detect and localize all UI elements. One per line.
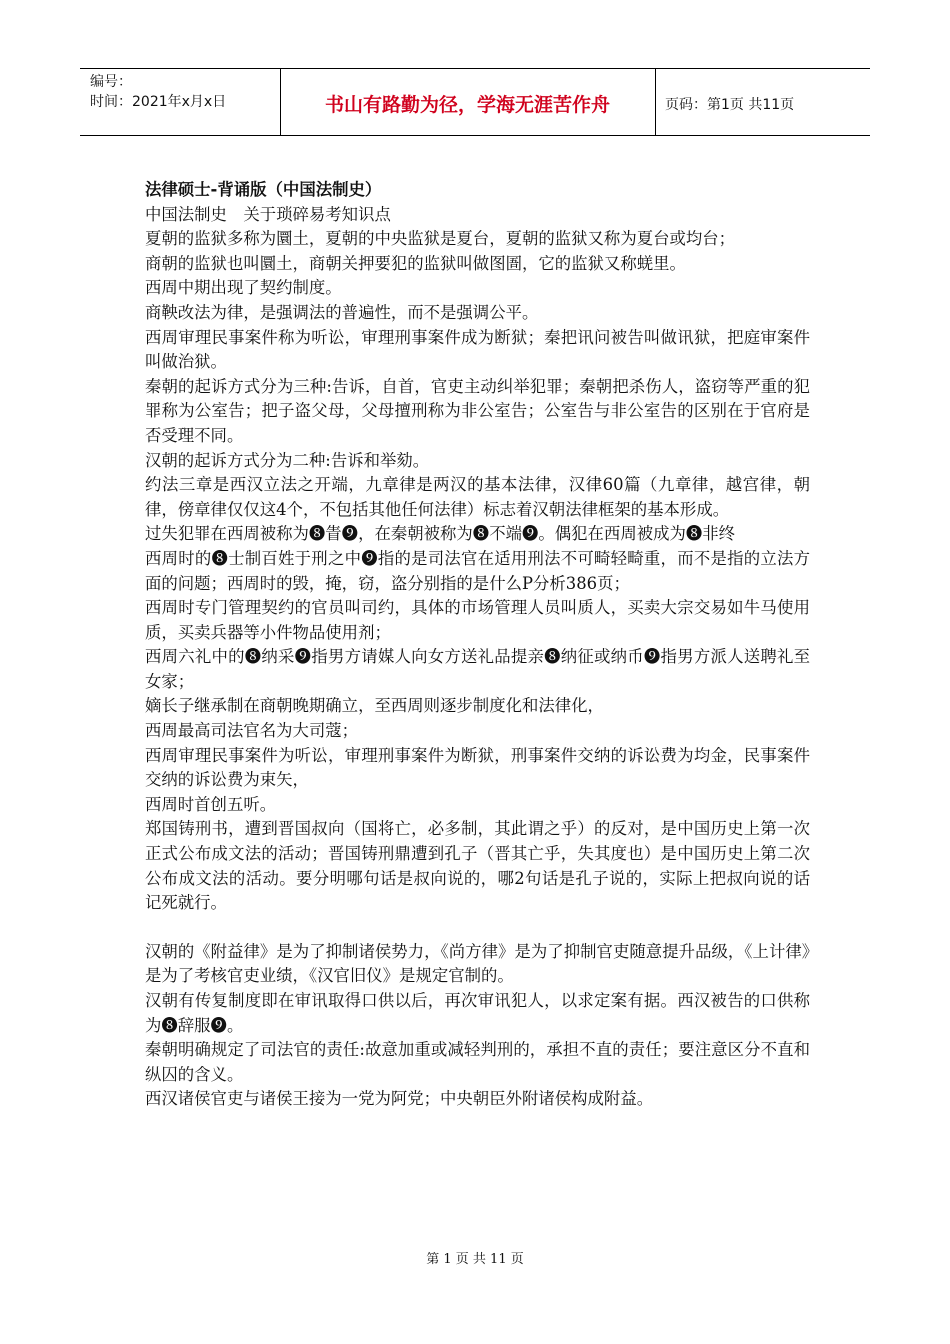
- paragraph: 郑国铸刑书，遭到晋国叔向（国将亡，必多制，其此谓之乎）的反对，是中国历史上第一次正式公布成文法的活动；晋国铸刑鼎遭到孔子（晋其亡乎，失其度也）是中国历史上第二次公布成文法的活动。要分明哪句话是叔向说的，哪2句话是孔子说的，实际上把叔向说的话记死就行。: [145, 819, 810, 913]
- paragraph: 西周时首创五听。: [145, 794, 277, 814]
- paragraph: 西周审理民事案件为听讼，审理刑事案件为断狱，刑事案件交纳的诉讼费为均金，民事案件交纳的诉讼费为束矢，: [145, 745, 810, 790]
- paragraph: 商朝的监狱也叫圜土，商朝关押要犯的监狱叫做图圄，它的监狱又称蜣里。: [145, 253, 686, 273]
- paragraph-group-1: [145, 203, 810, 916]
- paragraph: 秦朝的起诉方式分为三种:告诉，自首，官吏主动纠举犯罪；秦朝把杀伤人，盗窃等严重的犯罪称为公室告；把子盗父母，父母擅刑称为非公室告；公室告与非公室告的区别在于官府是否受理不同。: [145, 376, 810, 445]
- header-page-info: 页码：第1页 共11页: [665, 97, 795, 113]
- header-top-rule: [80, 68, 870, 69]
- paragraph: 西周时的❽士制百姓于刑之中❾指的是司法官在适用刑法不可畸轻畸重，而不是指的立法方面的问题；西周时的毁，掩，窃，盗分别指的是什么P分析386页；: [145, 548, 810, 593]
- paragraph: 汉朝的《附益律》是为了抑制诸侯势力，《尚方律》是为了抑制官吏随意提升品级，《上计律》是为了考核官吏业绩，《汉官旧仪》是规定官制的。: [145, 941, 810, 986]
- header-motto: 书山有路勤为径，学海无涯苦作舟: [324, 94, 610, 116]
- paragraph: 商鞅改法为律，是强调法的普遍性，而不是强调公平。: [145, 302, 539, 322]
- paragraph: 过失犯罪在西周被称为❽眚❾，在秦朝被称为❽不端❾。偶犯在西周被成为❽非终: [145, 524, 736, 544]
- paragraph: 秦朝明确规定了司法官的责任:故意加重或减轻判刑的，承担不直的责任；要注意区分不直和纵囚的含义。: [145, 1040, 810, 1084]
- paragraph: 西周最高司法官名为大司蔻；: [145, 721, 359, 741]
- paragraph: 西周审理民事案件称为听讼，审理刑事案件成为断狱；秦把讯问被告叫做讯狱，把庭审案件叫做治狱。: [145, 327, 810, 372]
- header-bottom-rule: [80, 135, 870, 136]
- paragraph: 中国法制史 关于琐碎易考知识点: [145, 204, 391, 224]
- header-meta: [90, 72, 280, 112]
- paragraph-gap: [145, 916, 810, 940]
- paragraph: 西汉诸侯官吏与诸侯王接为一党为阿党；中央朝臣外附诸侯构成附益。: [145, 1089, 654, 1109]
- document-title: 法律硕士-背诵版（中国法制史）: [145, 180, 382, 199]
- time-label: 时间：2021年x月x日: [90, 94, 227, 110]
- paragraph: 夏朝的监狱多称为圜土，夏朝的中央监狱是夏台，夏朝的监狱又称为夏台或均台；: [145, 229, 736, 249]
- paragraph: 约法三章是西汉立法之开端，九章律是两汉的基本法律，汉律60篇（九章律，越宫律，朝律，傍章律仅仅这4个，不包括其他任何法律）标志着汉朝法律框架的基本形成。: [145, 475, 810, 519]
- paragraph-group-2: [145, 940, 810, 1112]
- paragraph: 汉朝的起诉方式分为二种:告诉和举劾。: [145, 450, 430, 470]
- paragraph: 西周中期出现了契约制度。: [145, 278, 342, 298]
- page-footer: 第 1 页 共 11 页: [426, 1252, 524, 1267]
- number-label: 编号：: [90, 74, 132, 90]
- document-body: [145, 178, 810, 1112]
- paragraph: 汉朝有传复制度即在审讯取得口供以后，再次审讯犯人，以求定案有据。西汉被告的口供称为❽辞服❾。: [145, 991, 810, 1035]
- paragraph: 西周六礼中的❽纳采❾指男方请媒人向女方送礼品提亲❽纳征或纳币❾指男方派人送聘礼至女家；: [145, 647, 810, 691]
- header-divider-right: [655, 68, 656, 135]
- paragraph: 嫡长子继承制在商朝晚期确立，至西周则逐步制度化和法律化，: [145, 696, 604, 716]
- paragraph: 西周时专门管理契约的官员叫司约，具体的市场管理人员叫质人，买卖大宗交易如牛马使用质，买卖兵器等小件物品使用剂；: [145, 598, 810, 642]
